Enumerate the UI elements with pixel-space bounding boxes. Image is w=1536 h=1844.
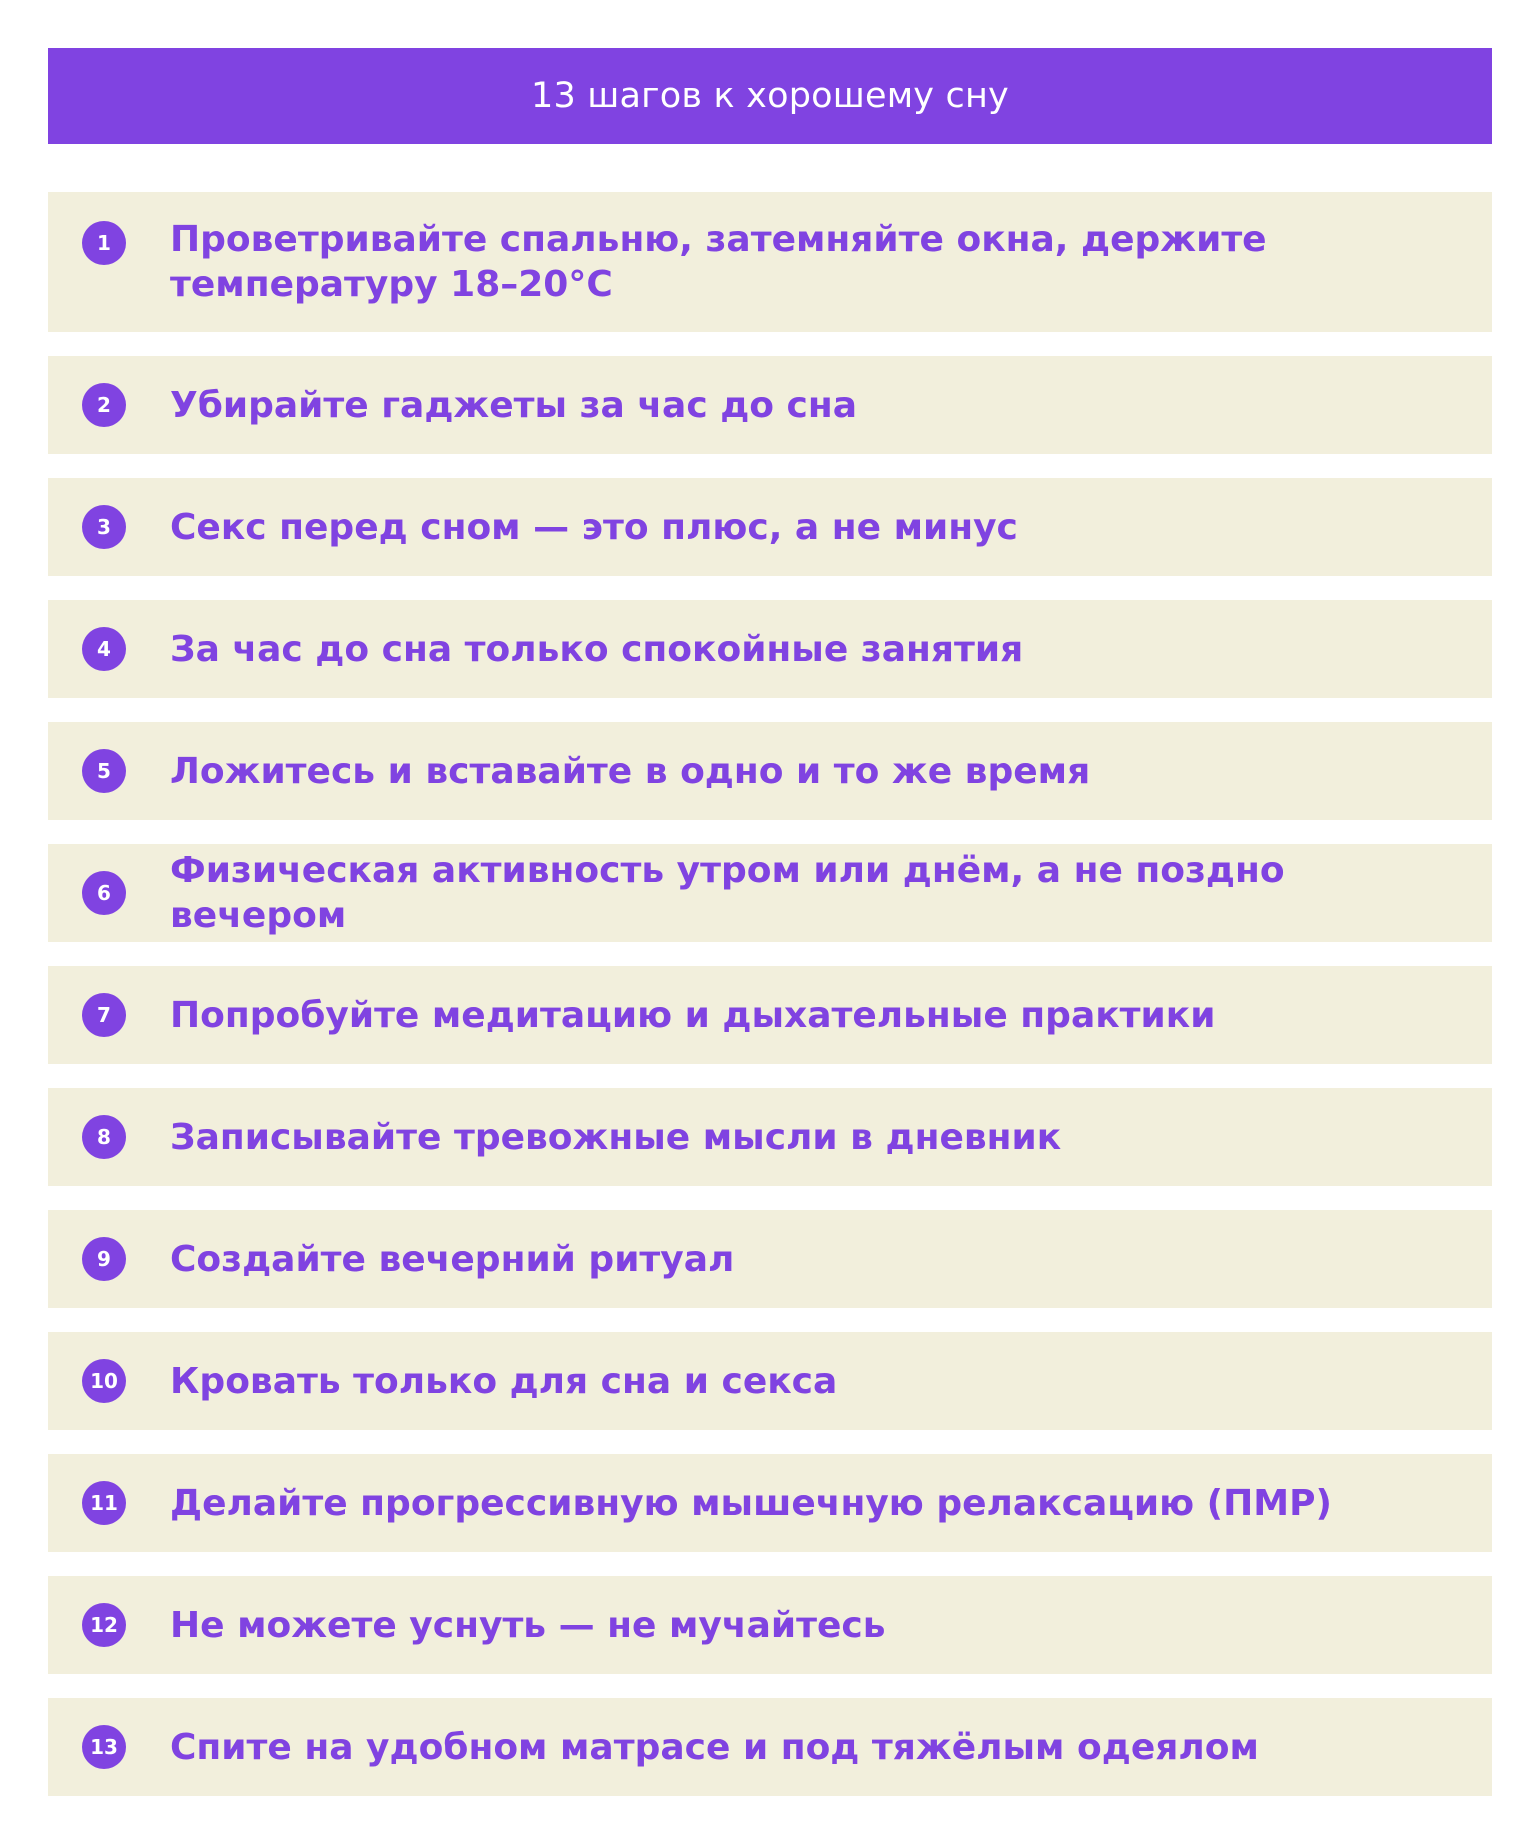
list-item (48, 600, 1492, 698)
step-number-badge: 13 (82, 1725, 126, 1769)
step-text: Убирайте гаджеты за час до сна (170, 384, 858, 426)
step-text: Делайте прогрессивную мышечную релаксацию (ПМР) (170, 1482, 1332, 1524)
list-item (48, 192, 1492, 332)
step-text: Проветривайте спальню, затемняйте окна, держите температуру 18–20°С (170, 219, 1267, 305)
list-item (48, 1210, 1492, 1308)
step-text: За час до сна только спокойные занятия (170, 628, 1024, 670)
step-text: Ложитесь и вставайте в одно и то же время (170, 750, 1091, 792)
list-item (48, 1088, 1492, 1186)
step-number-badge: 2 (82, 383, 126, 427)
step-number-badge: 3 (82, 505, 126, 549)
list-item (48, 356, 1492, 454)
list-item (48, 1576, 1492, 1674)
step-text: Записывайте тревожные мысли в дневник (170, 1116, 1062, 1158)
list-item (48, 1332, 1492, 1430)
step-number-badge: 4 (82, 627, 126, 671)
step-text: Создайте вечерний ритуал (170, 1238, 735, 1280)
step-number-badge: 11 (82, 1481, 126, 1525)
step-text: Попробуйте медитацию и дыхательные практики (170, 994, 1216, 1036)
step-number-badge: 1 (82, 221, 126, 265)
step-text: Не можете уснуть — не мучайтесь (170, 1604, 886, 1646)
step-number-badge: 7 (82, 993, 126, 1037)
steps-list (48, 192, 1492, 1796)
list-item (48, 1454, 1492, 1552)
list-item (48, 1698, 1492, 1796)
step-text: Спите на удобном матрасе и под тяжёлым одеялом (170, 1726, 1259, 1768)
step-number-badge: 10 (82, 1359, 126, 1403)
step-number-badge: 8 (82, 1115, 126, 1159)
list-item (48, 966, 1492, 1064)
step-text: Кровать только для сна и секса (170, 1360, 838, 1402)
list-item (48, 844, 1492, 942)
step-text: Физическая активность утром или днём, а не поздно вечером (170, 850, 1285, 936)
list-item (48, 478, 1492, 576)
step-text: Секс перед сном — это плюс, а не минус (170, 506, 1018, 548)
list-item (48, 722, 1492, 820)
page-title: 13 шагов к хорошему сну (48, 48, 1492, 144)
step-number-badge: 12 (82, 1603, 126, 1647)
step-number-badge: 6 (82, 871, 126, 915)
step-number-badge: 9 (82, 1237, 126, 1281)
step-number-badge: 5 (82, 749, 126, 793)
sleep-steps-card (48, 48, 1492, 1796)
